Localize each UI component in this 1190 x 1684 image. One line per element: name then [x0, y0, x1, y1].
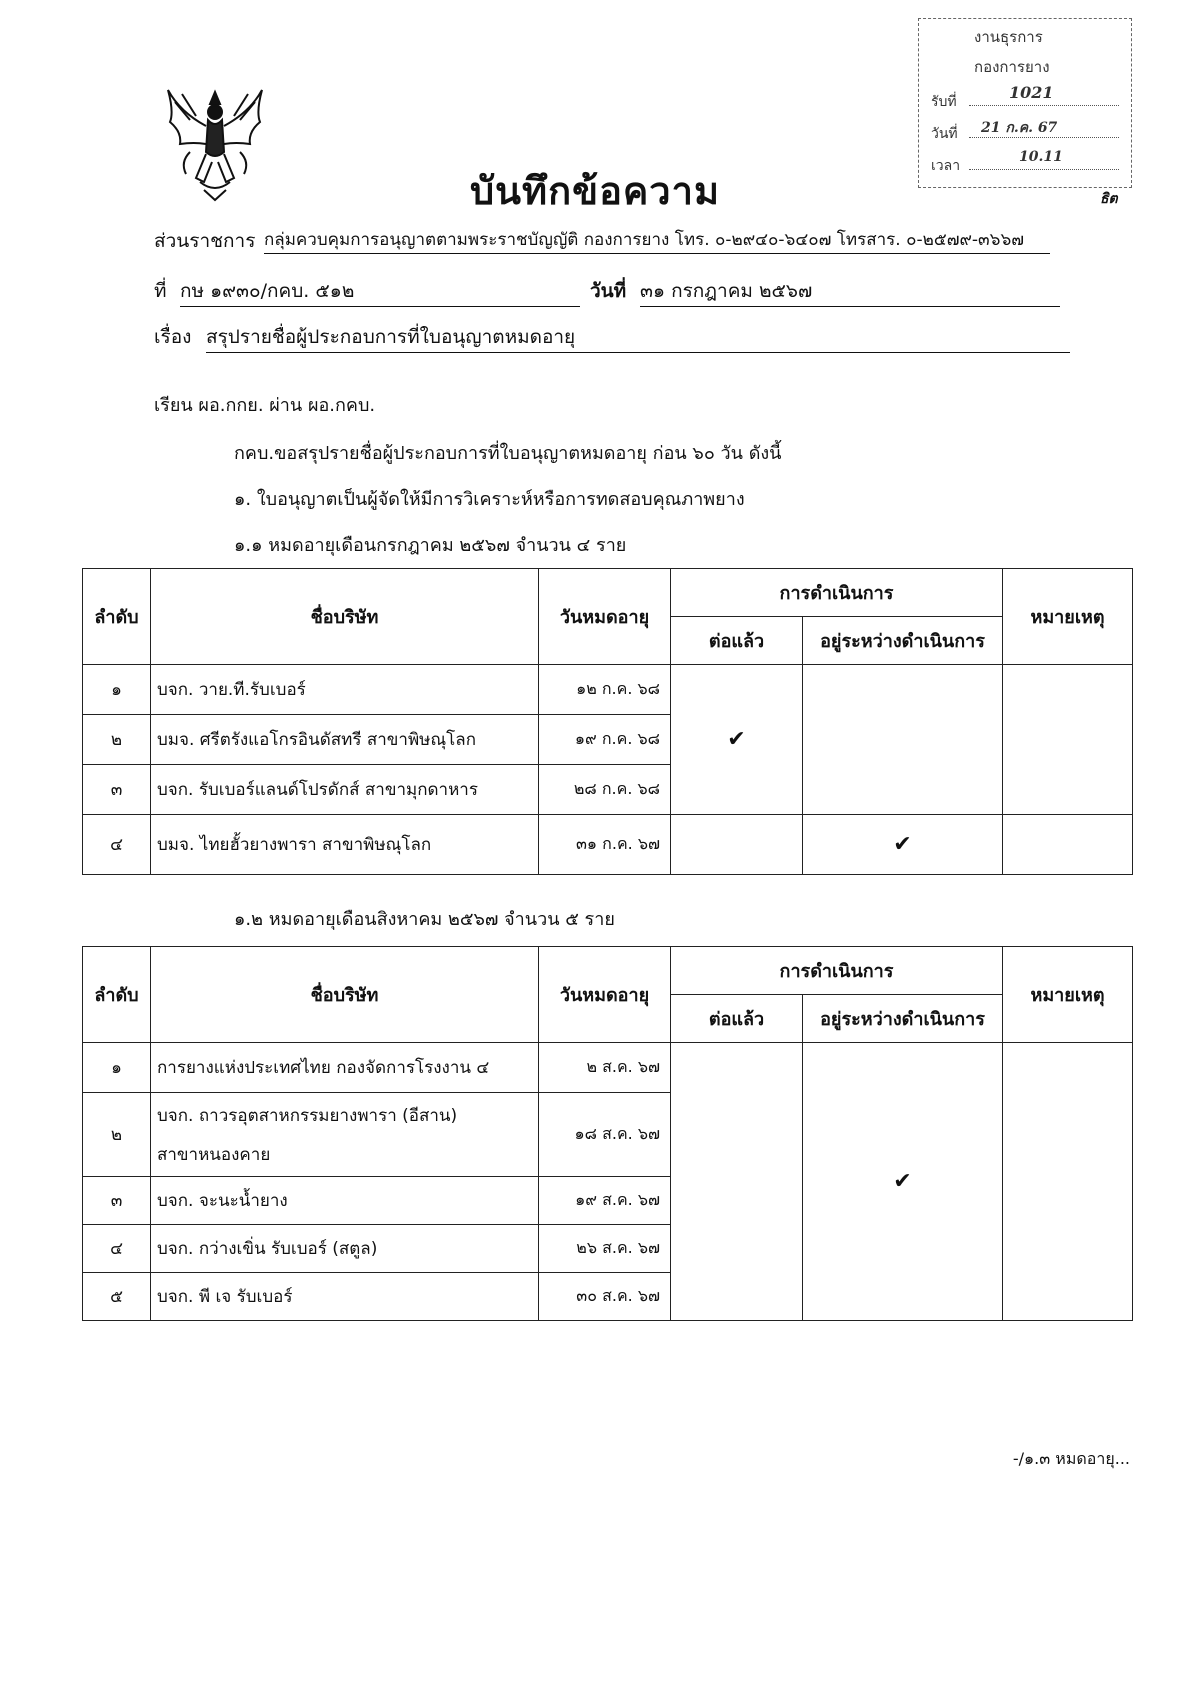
- in-progress-tick-icon: ✔: [803, 1043, 1003, 1321]
- row-company: บจก. กว่างเขิ่น รับเบอร์ (สตูล): [151, 1225, 539, 1273]
- col-seq: ลำดับ: [83, 569, 151, 665]
- item-1: ๑. ใบอนุญาตเป็นผู้จัดให้มีการวิเคราะห์หรือการทดสอบคุณภาพยาง: [234, 489, 745, 510]
- agency-value: กลุ่มควบคุมการอนุญาตตามพระราชบัญญัติ กองการยาง โทร. ๐-๒๙๔๐-๖๔๐๗ โทรสาร. ๐-๒๕๗๙-๓๖๖๗: [264, 226, 1050, 254]
- col-remark: หมายเหตุ: [1003, 947, 1133, 1043]
- intro-paragraph: กคบ.ขอสรุปรายชื่อผู้ประกอบการที่ใบอนุญาตหมดอายุ ก่อน ๖๐ วัน ดังนี้: [234, 443, 782, 464]
- row-expiry: ๑๙ ส.ค. ๖๗: [539, 1177, 671, 1225]
- stamp-received-label: รับที่: [931, 94, 957, 110]
- ref-label: ที่: [154, 280, 167, 302]
- table-row: [83, 815, 1133, 875]
- stamp-time-value: 10.11: [1019, 149, 1063, 165]
- col-expiry: วันหมดอายุ: [539, 569, 671, 665]
- col-remark: หมายเหตุ: [1003, 569, 1133, 665]
- subsection-1-2: ๑.๒ หมดอายุเดือนสิงหาคม ๒๕๖๗ จำนวน ๕ ราย: [234, 909, 615, 930]
- row-company: การยางแห่งประเทศไทย กองจัดการโรงงาน ๔: [151, 1043, 539, 1093]
- col-seq: ลำดับ: [83, 947, 151, 1043]
- stamp-division-line: กองการยาง: [974, 58, 1050, 76]
- subsection-1-1: ๑.๑ หมดอายุเดือนกรกฎาคม ๒๕๖๗ จำนวน ๔ ราย: [234, 535, 627, 556]
- row-seq: ๑: [83, 665, 151, 715]
- row-expiry: ๑๘ ส.ค. ๖๗: [539, 1093, 671, 1177]
- row-seq: ๔: [83, 815, 151, 875]
- stamp-time-label: เวลา: [931, 158, 961, 174]
- row-company: [151, 1093, 539, 1177]
- remark-cell: [1003, 1043, 1133, 1321]
- date-label: วันที่: [590, 280, 627, 302]
- col-renewed: ต่อแล้ว: [671, 617, 803, 665]
- row-company: บมจ. ไทยฮั้วยางพารา สาขาพิษณุโลก: [151, 815, 539, 875]
- row-company: บจก. จะนะน้ำยาง: [151, 1177, 539, 1225]
- row-company: บมจ. ศรีตรังแอโกรอินดัสทรี สาขาพิษณุโลก: [151, 715, 539, 765]
- row-company: บจก. วาย.ที.รับเบอร์: [151, 665, 539, 715]
- in-progress-cell: [803, 665, 1003, 815]
- document-title: บันทึกข้อความ: [469, 169, 721, 213]
- row-company: บจก. รับเบอร์แลนด์โปรดักส์ สาขามุกดาหาร: [151, 765, 539, 815]
- row-company-line2: สาขาหนองคาย: [157, 1144, 271, 1165]
- row-expiry: ๑๙ ก.ค. ๖๘: [539, 715, 671, 765]
- stamp-unit-line: งานธุรการ: [974, 28, 1043, 46]
- col-company: ชื่อบริษัท: [151, 569, 539, 665]
- expiry-table-july: [82, 568, 1133, 875]
- row-seq: ๒: [83, 715, 151, 765]
- date-value: ๓๑ กรกฎาคม ๒๕๖๗: [640, 276, 1060, 307]
- stamp-date-label: วันที่: [931, 126, 958, 142]
- row-seq: ๓: [83, 765, 151, 815]
- stamp-initials: ธิต: [1100, 191, 1118, 207]
- renewed-tick-icon: ✔: [671, 665, 803, 815]
- row-expiry: ๓๑ ก.ค. ๖๗: [539, 815, 671, 875]
- row-company: บจก. พี เจ รับเบอร์: [151, 1273, 539, 1321]
- row-expiry: ๒๘ ก.ค. ๖๘: [539, 765, 671, 815]
- row-seq: ๔: [83, 1225, 151, 1273]
- col-company: ชื่อบริษัท: [151, 947, 539, 1043]
- row-seq: ๓: [83, 1177, 151, 1225]
- col-in-progress: อยู่ระหว่างดำเนินการ: [803, 617, 1003, 665]
- table-row: [83, 1043, 1133, 1093]
- ref-value: กษ ๑๙๓๐/กคบ. ๕๑๒: [180, 276, 580, 307]
- row-company-line1: บจก. ถาวรอุตสาหกรรมยางพารา (อีสาน): [157, 1105, 458, 1126]
- remark-cell: [1003, 665, 1133, 815]
- row-expiry: ๑๒ ก.ค. ๖๘: [539, 665, 671, 715]
- subject-value: สรุปรายชื่อผู้ประกอบการที่ใบอนุญาตหมดอายุ: [206, 322, 1070, 353]
- remark-cell: [1003, 815, 1133, 875]
- col-action: การดำเนินการ: [671, 569, 1003, 617]
- in-progress-tick-icon: ✔: [803, 815, 1003, 875]
- stamp-date-value: 21 ก.ค. 67: [981, 120, 1058, 136]
- col-renewed: ต่อแล้ว: [671, 995, 803, 1043]
- continuation-note: -/๑.๓ หมดอายุ...: [1012, 1449, 1130, 1468]
- col-action: การดำเนินการ: [671, 947, 1003, 995]
- row-expiry: ๓๐ ส.ค. ๖๗: [539, 1273, 671, 1321]
- row-expiry: ๒ ส.ค. ๖๗: [539, 1043, 671, 1093]
- row-seq: ๕: [83, 1273, 151, 1321]
- expiry-table-august: [82, 946, 1133, 1321]
- col-in-progress: อยู่ระหว่างดำเนินการ: [803, 995, 1003, 1043]
- agency-label: ส่วนราชการ: [154, 230, 256, 252]
- salutation: เรียน ผอ.กกย. ผ่าน ผอ.กคบ.: [154, 395, 376, 416]
- table-row: [83, 665, 1133, 715]
- subject-label: เรื่อง: [154, 326, 192, 348]
- row-seq: ๒: [83, 1093, 151, 1177]
- col-expiry: วันหมดอายุ: [539, 947, 671, 1043]
- renewed-cell: [671, 815, 803, 875]
- stamp-received-no: 1021: [1009, 83, 1054, 102]
- row-expiry: ๒๖ ส.ค. ๖๗: [539, 1225, 671, 1273]
- renewed-cell: [671, 1043, 803, 1321]
- row-seq: ๑: [83, 1043, 151, 1093]
